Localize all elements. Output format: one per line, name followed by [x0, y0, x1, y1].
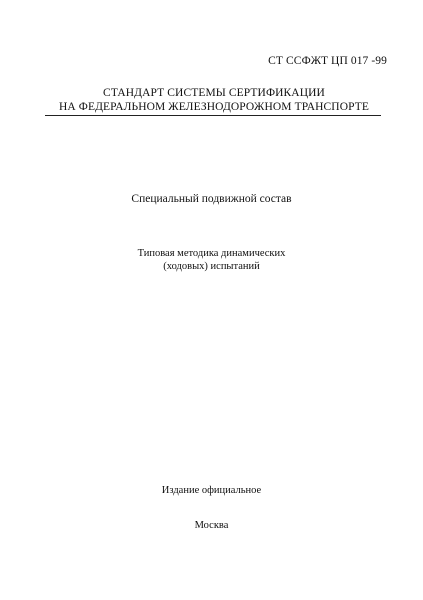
header-line-2: НА ФЕДЕРАЛЬНОМ ЖЕЛЕЗНОДОРОЖНОМ ТРАНСПОРТЕ — [59, 101, 369, 113]
standard-header — [44, 86, 384, 114]
header-line-1: СТАНДАРТ СИСТЕМЫ СЕРТИФИКАЦИИ — [103, 87, 325, 99]
edition-label: Издание официальное — [161, 485, 262, 496]
document-code: СТ ССФЖТ ЦП 017 -99 — [268, 55, 387, 67]
header-divider — [45, 115, 381, 116]
subtitle-line-2: (ходовых) испытаний — [163, 261, 260, 272]
publication-city: Москва — [194, 520, 229, 531]
subtitle-line-1: Типовая методика динамических — [137, 248, 286, 259]
document-subtitle — [0, 247, 423, 273]
document-title: Специальный подвижной состав — [131, 193, 292, 205]
